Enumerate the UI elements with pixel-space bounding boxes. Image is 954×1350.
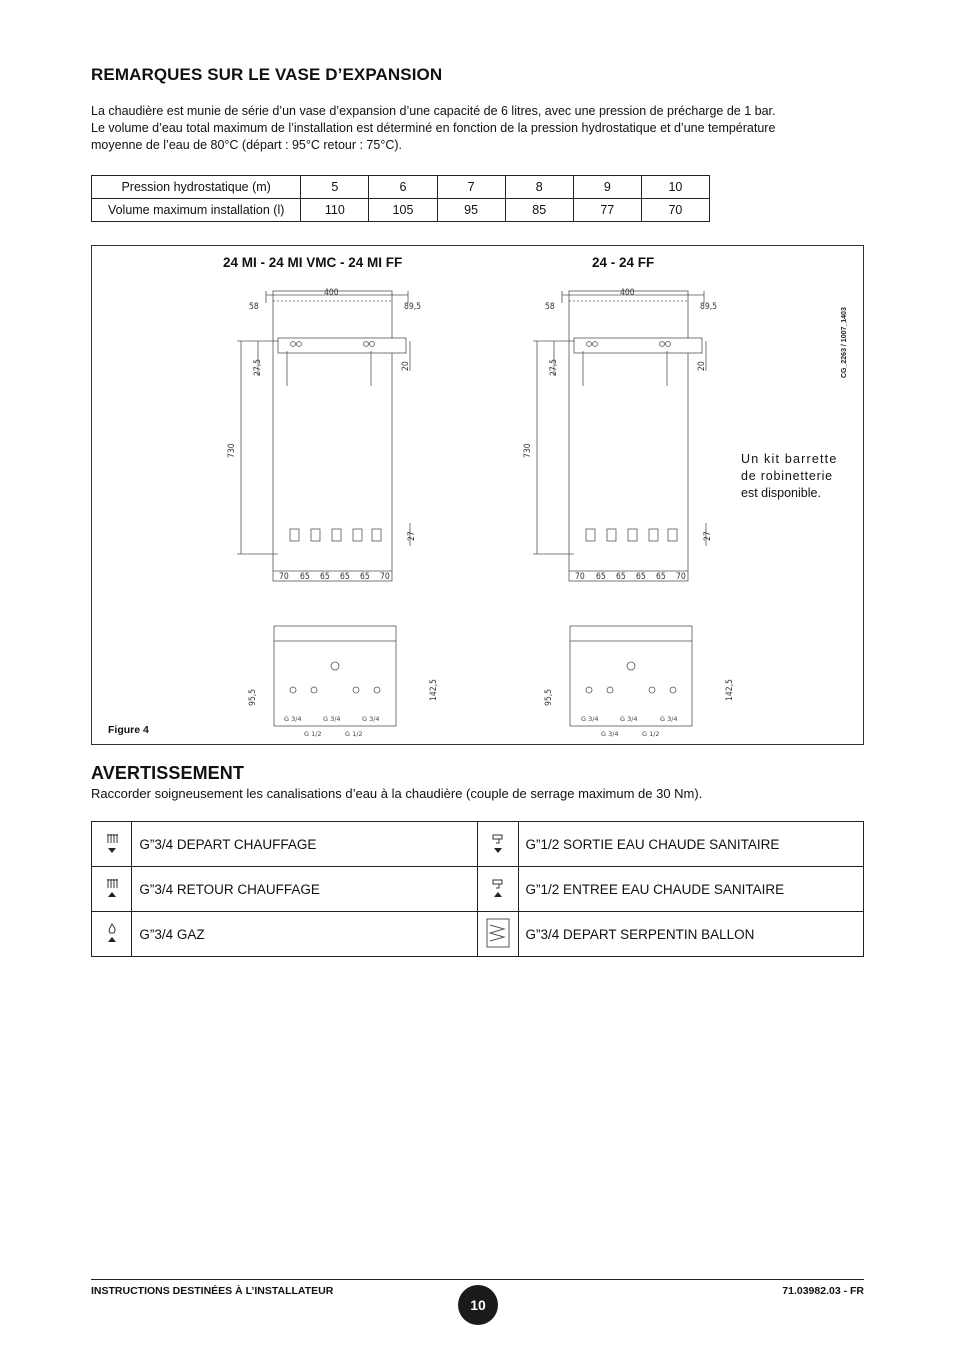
dim-bracket-right: 20: [401, 361, 411, 371]
conn-label: G 1/2: [642, 730, 660, 738]
dim-spacing: 65: [320, 572, 330, 582]
section-title-warning: AVERTISSEMENT: [91, 763, 244, 783]
tap-down-icon: [477, 822, 518, 867]
figure-right-title: 24 - 24 FF: [592, 255, 655, 270]
dim-bottom-right: 142,5: [725, 679, 735, 701]
dim-spacing: 65: [360, 572, 370, 582]
dim-spacing: 65: [616, 572, 626, 582]
connections-table: [91, 821, 864, 957]
figure-box: [91, 245, 864, 745]
table-row: [92, 176, 710, 199]
drawing-ref-code: CG_2263 / 1007_1403: [841, 307, 848, 378]
table-cell: 9: [573, 176, 641, 199]
conn-label: G 3/4: [660, 715, 678, 723]
expansion-paragraph: [91, 103, 866, 154]
dimension-labels-left: [227, 288, 439, 738]
conn-label: G 3/4: [581, 715, 599, 723]
connection-label: G”1/2 SORTIE EAU CHAUDE SANITAIRE: [518, 822, 863, 867]
dim-width: 400: [620, 288, 635, 298]
table-row: [92, 867, 864, 912]
dim-spacing: 70: [279, 572, 289, 582]
dim-height: 730: [227, 443, 237, 458]
note-line: Un kit barrette: [741, 452, 838, 466]
table-cell: 10: [641, 176, 709, 199]
conn-label: G 3/4: [601, 730, 619, 738]
dim-spacing: 65: [656, 572, 666, 582]
table-cell: 77: [573, 199, 641, 222]
dim-spacing: 65: [636, 572, 646, 582]
connection-label: G”1/2 ENTREE EAU CHAUDE SANITAIRE: [518, 867, 863, 912]
table-cell: 6: [369, 176, 437, 199]
dim-left-offset: 58: [545, 302, 555, 312]
conn-label: G 3/4: [620, 715, 638, 723]
conn-label: G 1/2: [304, 730, 322, 738]
paragraph-line: moyenne de l’eau de 80°C (départ : 95°C retour : 75°C).: [91, 138, 402, 152]
warning-text: Raccorder soigneusement les canalisations d’eau à la chaudière (couple de serrage maximum de 30 Nm).: [91, 786, 703, 801]
table-cell: 85: [505, 199, 573, 222]
dim-bottom-left: 95,5: [248, 688, 258, 706]
row-label: Volume maximum installation (l): [92, 199, 301, 222]
dim-top-bracket: 27,5: [549, 358, 559, 376]
paragraph-line: La chaudière est munie de série d’un vase d’expansion d’une capacité de 6 litres, avec une pression de précharge de 1 bar.: [91, 104, 776, 118]
table-cell: 5: [301, 176, 369, 199]
note-line: de robinetterie: [741, 469, 833, 483]
dim-spacing: 70: [575, 572, 585, 582]
dim-right-offset: 89,5: [700, 302, 718, 312]
note-line: est disponible.: [741, 486, 821, 500]
coil-tank-icon: [477, 912, 518, 957]
dim-spacing: 70: [676, 572, 686, 582]
dim-height: 730: [523, 443, 533, 458]
table-cell: 95: [437, 199, 505, 222]
dim-bracket-right: 20: [697, 361, 707, 371]
dim-bottom-conn: 27: [703, 531, 713, 541]
dim-left-offset: 58: [249, 302, 259, 312]
table-row: [92, 912, 864, 957]
dim-bottom-right: 142,5: [429, 679, 439, 701]
connection-label: G”3/4 DEPART CHAUFFAGE: [132, 822, 478, 867]
dim-spacing: 70: [380, 572, 390, 582]
connection-label: G”3/4 RETOUR CHAUFFAGE: [132, 867, 478, 912]
gas-flame-up-icon: [92, 912, 132, 957]
dim-spacing: 65: [596, 572, 606, 582]
dim-spacing: 65: [340, 572, 350, 582]
dim-bottom-conn: 27: [407, 531, 417, 541]
dim-bottom-left: 95,5: [544, 688, 554, 706]
footer-divider: [91, 1279, 864, 1280]
dim-spacing: 65: [300, 572, 310, 582]
footer-left-text: INSTRUCTIONS DESTINÉES À L’INSTALLATEUR: [91, 1285, 334, 1297]
section-title-expansion: REMARQUES SUR LE VASE D’EXPANSION: [91, 65, 443, 84]
radiator-down-icon: [92, 822, 132, 867]
row-label: Pression hydrostatique (m): [92, 176, 301, 199]
dim-width: 400: [324, 288, 339, 298]
document-reference: 71.03982.03 - FR: [782, 1285, 864, 1297]
boiler-front-view-right: [533, 291, 706, 726]
boiler-front-view-left: [237, 291, 410, 726]
conn-label: G 3/4: [323, 715, 341, 723]
table-cell: 110: [301, 199, 369, 222]
conn-label: G 1/2: [345, 730, 363, 738]
dimension-labels-right: [523, 288, 735, 738]
connection-label: G”3/4 DEPART SERPENTIN BALLON: [518, 912, 863, 957]
page-number: 10: [458, 1285, 498, 1325]
kit-note: [741, 451, 838, 502]
tap-up-icon: [477, 867, 518, 912]
figure-left-title: 24 MI - 24 MI VMC - 24 MI FF: [223, 255, 403, 270]
conn-label: G 3/4: [284, 715, 302, 723]
table-cell: 70: [641, 199, 709, 222]
connection-label: G”3/4 GAZ: [132, 912, 478, 957]
paragraph-line: Le volume d’eau total maximum de l’installation est déterminé en fonction de la pression hydrostatique et d’une température: [91, 121, 776, 135]
table-cell: 8: [505, 176, 573, 199]
dim-right-offset: 89,5: [404, 302, 422, 312]
table-cell: 105: [369, 199, 437, 222]
pressure-volume-table: [91, 175, 710, 222]
figure-caption: Figure 4: [108, 724, 149, 736]
table-cell: 7: [437, 176, 505, 199]
dim-top-bracket: 27,5: [253, 358, 263, 376]
radiator-up-icon: [92, 867, 132, 912]
conn-label: G 3/4: [362, 715, 380, 723]
table-row: [92, 822, 864, 867]
table-row: [92, 199, 710, 222]
